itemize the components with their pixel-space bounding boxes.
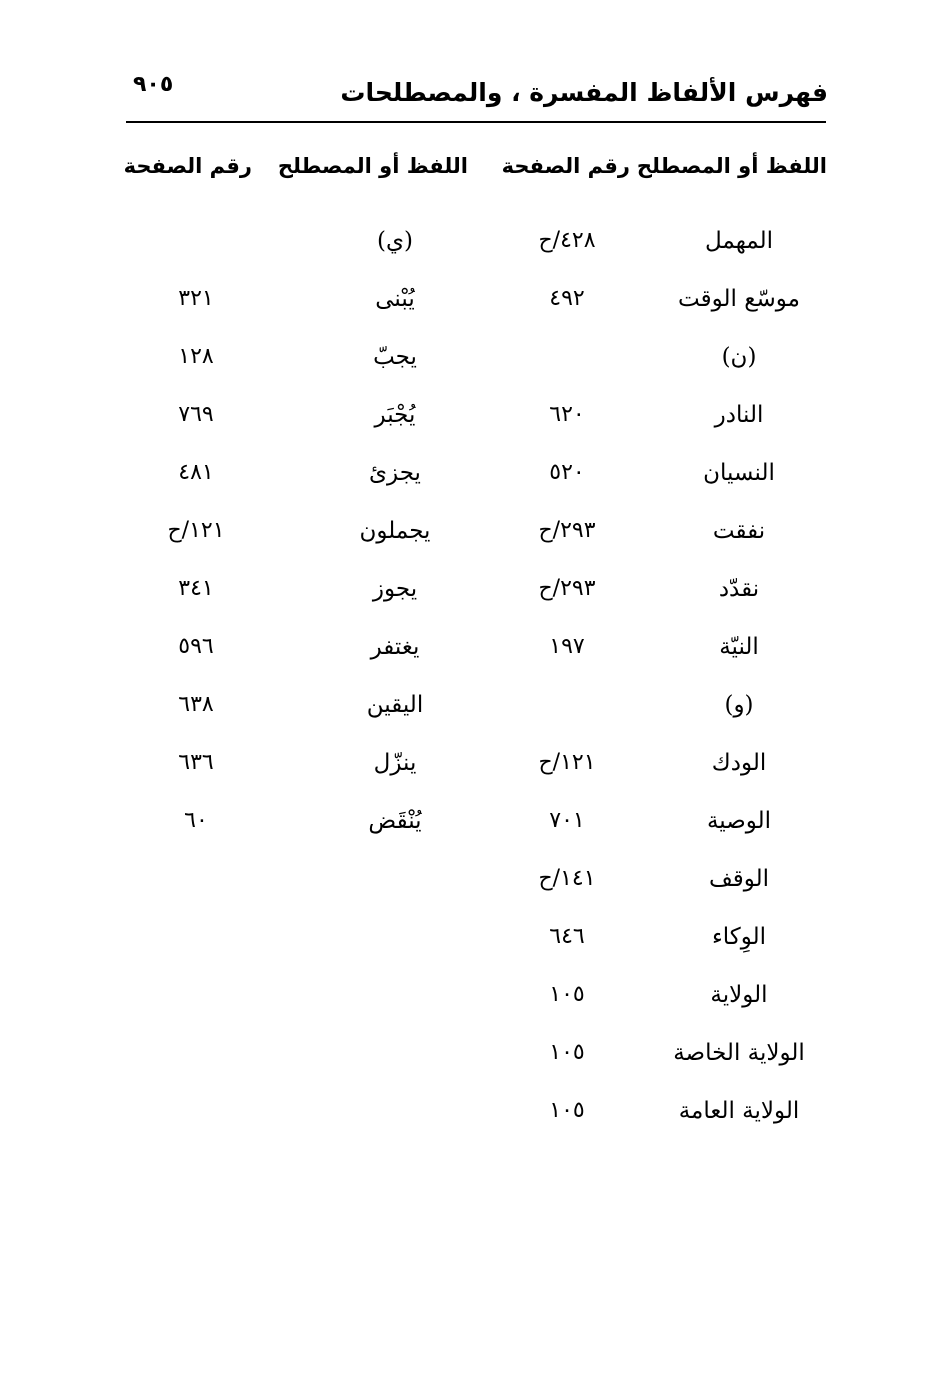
left-page-header: رقم الصفحة [123,154,252,178]
left-index-term: يُنْقَض [368,808,422,834]
right-index-term: الوِكاء [711,924,767,950]
right-index-page-number: ٢٩٣/ح [538,518,596,543]
left-index-page-number: ١٢٨ [178,344,214,369]
right-index-page-number: ٥٢٠ [549,460,585,485]
right-index-page-number: ١٢١/ح [538,750,596,775]
right-index-term: نقدّد [718,576,760,602]
right-index-term: نفقت [712,518,766,544]
right-index-page-number: ١٤١/ح [538,866,596,891]
right-index-term: الوصية [706,808,772,834]
left-index-term: (ي) [377,228,413,254]
left-index-page-number: ٣٤١ [178,576,214,601]
left-index-page-number: ١٢١/ح [167,518,225,543]
left-index-page-number: ٥٩٦ [178,634,214,659]
left-term-header: اللفظ أو المصطلح [277,154,468,178]
right-index-term: الولاية العامة [678,1098,800,1124]
right-page-header: رقم الصفحة [501,154,630,178]
right-index-page-number: ١٠٥ [549,1040,585,1065]
right-index-term: (ن) [721,344,757,370]
right-term-header: اللفظ أو المصطلح [636,154,827,178]
right-index-page-number: ١٩٧ [549,634,585,659]
right-index-page-number: ١٠٥ [549,982,585,1007]
left-index-page-number: ٦٣٦ [178,750,214,775]
left-index-term: يغتفر [370,634,420,660]
right-index-term: النيّة [719,634,759,660]
right-index-term: المهمل [704,228,773,254]
right-index-page-number: ٤٢٨/ح [538,228,596,253]
left-index-term: يجزئ [369,460,421,486]
right-index-page-number: ١٠٥ [549,1098,585,1123]
left-index-term: يُجْبَر [374,402,416,428]
left-index-term: يجملون [359,518,431,544]
left-index-page-number: ٣٢١ [178,286,214,311]
left-index-page-number: ٦٣٨ [178,692,214,717]
left-index-term: يجوز [372,576,418,602]
right-index-term: موسّع الوقت [678,286,800,312]
left-index-term: ينزّل [373,750,417,776]
right-index-term: الولاية [710,982,768,1008]
page-title: فهرس الألفاظ المفسرة ، والمصطلحات [340,78,828,107]
right-index-page-number: ٤٩٢ [549,286,585,311]
left-index-page-number: ٤٨١ [178,460,214,485]
left-index-term: اليقين [366,692,424,718]
right-index-page-number: ٢٩٣/ح [538,576,596,601]
right-index-page-number: ٦٤٦ [549,924,585,949]
left-index-page-number: ٧٦٩ [178,402,214,427]
right-index-page-number: ٧٠١ [549,808,585,833]
left-index-term: يُبْنى [375,286,415,312]
left-index-page-number: ٦٠ [184,808,208,833]
page-number: ٩٠٥ [133,72,174,97]
right-index-term: النادر [714,402,764,428]
right-index-term: الودك [711,750,767,776]
left-index-term: يجبّ [373,344,417,370]
right-index-term: الوقف [708,866,770,892]
right-index-term: الولاية الخاصة [673,1040,805,1066]
right-index-term: النسيان [703,460,775,486]
right-index-term: (و) [724,692,754,718]
right-index-page-number: ٦٢٠ [549,402,585,427]
